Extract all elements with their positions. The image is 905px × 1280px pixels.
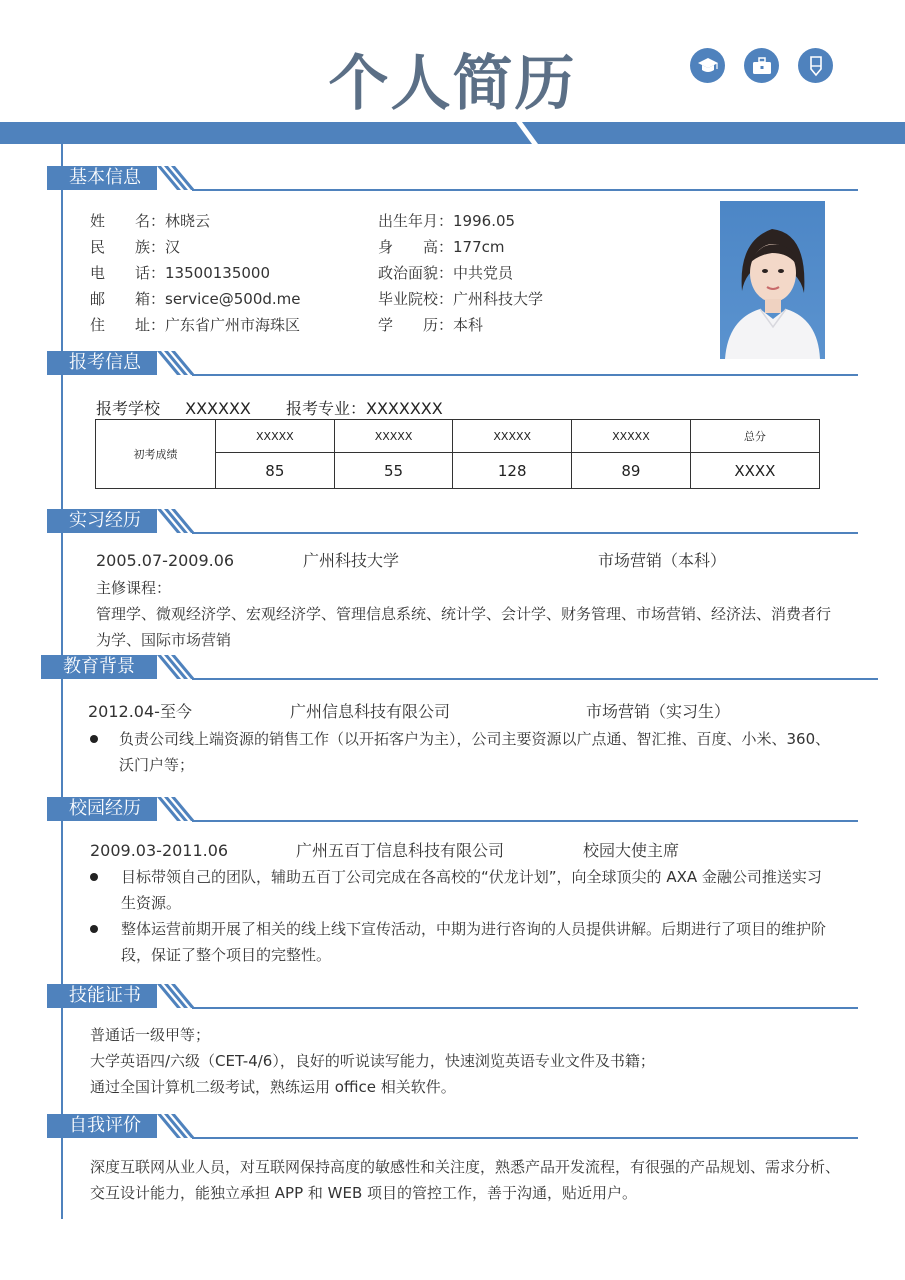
stripe-decoration: [155, 351, 195, 375]
campus-role: 校园大使主席: [583, 841, 680, 860]
skill-line-1: 普通话一级甲等；: [90, 1026, 211, 1044]
apply-school-value: XXXXXX: [185, 399, 251, 418]
section-rule: [192, 1007, 858, 1009]
stripe-decoration: [155, 797, 195, 821]
campus-org: 广州五百丁信息科技有限公司: [296, 841, 505, 860]
birth-value: 1996.05: [453, 212, 516, 230]
phone-label: 电 话：: [90, 264, 166, 282]
birth-row: [378, 211, 515, 231]
self-line-1: 深度互联网从业人员，对互联网保持高度的敏感性和关注度，熟悉产品开发流程，有很强的产品规划、需求分析、: [90, 1158, 841, 1176]
campus-bullet-2-line-1: 整体运营前期开展了相关的线上线下宣传活动，中期为进行咨询的人员提供讲解。后期进行了项目的维护阶: [121, 920, 827, 938]
section-title: 校园经历: [47, 797, 157, 821]
score-header: XXXXX: [216, 420, 335, 453]
email-value: service@500d.me: [165, 290, 301, 308]
education-org: 广州信息科技有限公司: [290, 702, 451, 721]
name-label: 姓 名：: [90, 212, 166, 230]
score-value: XXXX: [690, 453, 819, 489]
section-rule: [192, 374, 858, 376]
height-row: [378, 237, 505, 257]
apply-major-value: XXXXXXX: [365, 399, 443, 418]
section-rule: [192, 820, 858, 822]
score-table: [95, 419, 820, 489]
campus-period: 2009.03-2011.06: [90, 841, 229, 860]
profile-photo: [720, 201, 825, 359]
school-row: [378, 289, 543, 309]
degree-value: 本科: [453, 316, 484, 334]
apply-target: [96, 396, 443, 419]
resume-title: 个人简历: [328, 49, 577, 119]
courses-line-1: 管理学、微观经济学、宏观经济学、管理信息系统、统计学、会计学、财务管理、市场营销、经济法、消费者行: [96, 605, 832, 623]
height-value: 177cm: [453, 238, 505, 256]
courses-label: 主修课程：: [96, 579, 172, 597]
pencil-badge-icon: [798, 48, 833, 83]
section-title: 技能证书: [47, 984, 157, 1008]
birth-label: 出生年月：: [378, 212, 454, 230]
politics-row: [378, 263, 513, 283]
email-label: 邮 箱：: [90, 290, 166, 308]
bullet-icon: [90, 925, 98, 933]
score-value: 128: [453, 453, 572, 489]
address-value: 广东省广州市海珠区: [165, 316, 301, 334]
section-rule: [192, 189, 858, 191]
internship-org: 广州科技大学: [303, 551, 400, 570]
phone-value: 13500135000: [165, 264, 270, 282]
address-row: [90, 315, 300, 335]
campus-bullet-2-line-2: 段，保证了整个项目的完整性。: [121, 946, 332, 964]
stripe-decoration: [155, 509, 195, 533]
name-row: [90, 211, 210, 231]
bullet-icon: [90, 735, 98, 743]
section-title: 自我评价: [47, 1114, 157, 1138]
section-rule: [192, 532, 858, 534]
degree-row: [378, 315, 483, 335]
section-rule: [192, 678, 878, 680]
score-header: XXXXX: [334, 420, 453, 453]
timeline-line: [61, 144, 63, 1219]
table-row: [96, 420, 820, 453]
ethnic-row: [90, 237, 180, 257]
skill-line-3: 通过全国计算机二级考试，熟练运用 office 相关软件。: [90, 1078, 456, 1096]
stripe-decoration: [155, 984, 195, 1008]
score-header: XXXXX: [453, 420, 572, 453]
politics-label: 政治面貌：: [378, 264, 454, 282]
phone-row: [90, 263, 270, 283]
section-title: 教育背景: [41, 655, 157, 679]
stripe-decoration: [155, 166, 195, 190]
section-title: 报考信息: [47, 351, 157, 375]
score-header: 总分: [690, 420, 819, 453]
education-period: 2012.04-至今: [88, 702, 192, 721]
header-banner: [0, 122, 905, 144]
courses-line-2: 为学、国际市场营销: [96, 631, 232, 649]
height-label: 身 高：: [378, 238, 454, 256]
email-row: [90, 289, 301, 309]
internship-period: 2005.07-2009.06: [96, 551, 235, 570]
score-value: 89: [572, 453, 691, 489]
school-label: 毕业院校：: [378, 290, 454, 308]
score-value: 85: [216, 453, 335, 489]
ethnic-value: 汉: [165, 238, 181, 256]
education-bullet-line-2: 沃门户等；: [119, 756, 195, 774]
score-value: 55: [334, 453, 453, 489]
section-rule: [192, 1137, 858, 1139]
stripe-decoration: [155, 655, 195, 679]
section-title: 基本信息: [47, 166, 157, 190]
campus-bullet-1-line-1: 目标带领自己的团队，辅助五百丁公司完成在各高校的“伏龙计划”，向全球顶尖的 AXA 金融公司推送实习: [121, 868, 822, 886]
name-value: 林晓云: [165, 212, 211, 230]
skill-line-2: 大学英语四/六级（CET-4/6），良好的听说读写能力，快速浏览英语专业文件及书籍；: [90, 1052, 655, 1070]
campus-bullet-1-line-2: 生资源。: [121, 894, 182, 912]
politics-value: 中共党员: [453, 264, 514, 282]
internship-role: 市场营销（本科）: [598, 551, 727, 570]
score-header: XXXXX: [572, 420, 691, 453]
education-bullet-line-1: 负责公司线上端资源的销售工作（以开拓客户为主），公司主要资源以广点通、智汇推、百度、小米、360、: [119, 730, 831, 748]
apply-major-label: 报考专业：: [285, 399, 366, 418]
education-role: 市场营销（实习生）: [586, 702, 731, 721]
ethnic-label: 民 族：: [90, 238, 166, 256]
self-line-2: 交互设计能力，能独立承担 APP 和 WEB 项目的管控工作，善于沟通，贴近用户。: [90, 1184, 638, 1202]
graduation-cap-icon: [690, 48, 725, 83]
section-title: 实习经历: [47, 509, 157, 533]
bullet-icon: [90, 873, 98, 881]
stripe-decoration: [155, 1114, 195, 1138]
school-value: 广州科技大学: [453, 290, 544, 308]
briefcase-icon: [744, 48, 779, 83]
address-label: 住 址：: [90, 316, 166, 334]
header-icons: [690, 48, 833, 83]
apply-school-label: 报考学校: [96, 399, 161, 418]
degree-label: 学 历：: [378, 316, 454, 334]
score-row-label: 初考成绩: [96, 420, 216, 489]
